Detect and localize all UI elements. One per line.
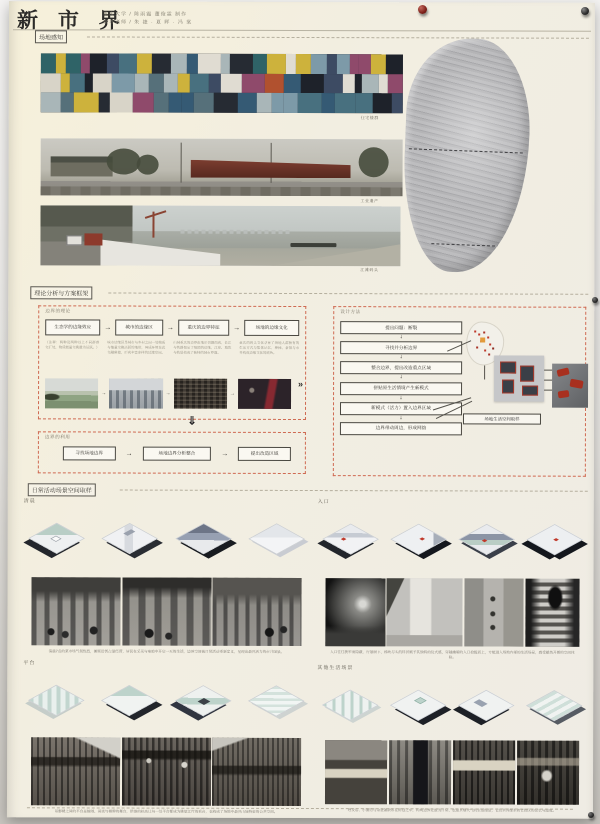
collage-tile: [371, 54, 386, 74]
map-dashed-line: [431, 243, 515, 247]
collage-tile: [209, 73, 221, 93]
collage-tile: [85, 73, 93, 93]
photo-market-clutter: [174, 379, 227, 409]
axon-diagram: [322, 517, 380, 561]
collage-tile: [163, 73, 178, 93]
red-marker-dot: [554, 538, 559, 541]
collage-tile: [61, 93, 74, 113]
photo-staircase: [525, 579, 579, 647]
tile-decoration: [500, 362, 516, 374]
collage-tile: [386, 54, 403, 74]
photo-strip: [325, 578, 579, 647]
tile-decoration: [197, 698, 210, 705]
collage-tile: [66, 53, 81, 73]
method-step-4: 拼贴原生活情境产生新模式: [340, 382, 462, 395]
collage-tile: [324, 74, 343, 94]
axon-diagram: [390, 517, 448, 561]
collage-tile: [56, 53, 66, 73]
axon-row: [27, 668, 305, 733]
collage-tile: [313, 74, 324, 94]
collage-tile: [265, 74, 285, 94]
collage-tile: [267, 54, 285, 74]
scene-entrance-caption: 入口往往狭窄而隐蔽，行道树下、梯坎尽头的转折赋予其独特的仪式感，穿越幽暗的入口拾级而上，方能进入场地内部的生活场景，感受豁然开朗的空间体验。: [330, 650, 575, 660]
theory-note-3: 山城重庆的边界由地形切割而成，长江与铁路划定了组团的边缘，江岸、坡坎与轨道构成了独特的城市界面。: [173, 340, 232, 355]
red-marker-dot: [420, 537, 425, 540]
photo-white-walls: [387, 578, 463, 646]
axon-face: [28, 523, 85, 554]
use-box-3: 提出改造区域: [238, 447, 291, 461]
axon-diagram: [525, 684, 583, 728]
collage-tile: [110, 93, 132, 113]
theory-note-1: （注释：两种及两种以上不同群落交汇处，物质能量交换最为活跃。）: [45, 340, 100, 350]
down-arrow-icon: ↓: [399, 334, 403, 341]
collage-tile: [354, 74, 362, 94]
method-step-3: 整合边界，提出改造重点区域: [340, 361, 462, 374]
method-step-2: 寻找并分析边界: [340, 341, 462, 354]
scene-entrance: [317, 498, 587, 659]
method-step-1: 提出问题：断裂: [340, 321, 462, 334]
axon-face: [102, 523, 159, 554]
barge: [290, 243, 336, 247]
industry-panorama: [41, 138, 403, 196]
axon-diagram: [174, 679, 232, 723]
site-collage: [494, 356, 544, 402]
caption-river: 江滩码头: [360, 267, 379, 273]
collage-tile: [392, 94, 403, 114]
collage-tile: [213, 93, 237, 113]
photo-market-street: [212, 578, 301, 646]
right-arrow-icon: →: [233, 324, 241, 332]
poster-board: [7, 1, 595, 819]
collage-tile: [379, 74, 388, 94]
method-steps: [340, 321, 462, 435]
method-flow-box: [333, 306, 586, 477]
collage-tile: [286, 54, 296, 74]
collage-tile: [134, 73, 149, 93]
method-step-6: 边界带动周边，形成网络: [340, 422, 462, 435]
theory-box-4: 场地的边缘文化: [244, 320, 299, 336]
axon-diagram: [27, 678, 85, 722]
use-boxes-row: [63, 446, 291, 461]
right-arrow-icon: →: [101, 389, 107, 396]
right-arrow-icon: →: [165, 390, 171, 397]
use-label: 边界的利用: [44, 434, 71, 440]
red-marker-dot: [482, 539, 487, 542]
map-dashed-line: [409, 148, 523, 153]
scene-other-caption: 理发店、小面馆与杂货铺散布在街巷之中，构成边界处最为日常、也最具烟火气的生活图景，它们共同维系着老街区的记忆与温度。: [347, 808, 557, 813]
skyline: [180, 230, 290, 234]
axon-diagram: [247, 679, 305, 723]
collage-tile: [327, 54, 337, 74]
photo-strip: [325, 740, 579, 805]
river-panorama: [40, 205, 400, 266]
theory-note-4: 重庆的码头文化孕育了场地人群独有的生活方式与集体记忆，棒棒、茶馆与市井构成边缘文化的底色。: [239, 340, 300, 355]
collage-tile: [238, 93, 257, 113]
dashed-leader: [108, 292, 588, 294]
axon-diagram: [321, 683, 379, 727]
collage-tile: [106, 53, 118, 73]
collage-tile: [343, 74, 355, 94]
housing-collage: [41, 53, 403, 113]
push-pin-red: [418, 5, 427, 14]
tile-decoration: [558, 390, 570, 398]
push-pin-bottom: [588, 812, 594, 818]
photo-night-entrance: [325, 578, 385, 646]
truck: [84, 233, 102, 245]
section-label-perception: 场地感知: [35, 30, 67, 43]
credit-line-1: 重庆大学 / 陈雨霞 董俊霖 制作: [103, 11, 187, 18]
photo-building: [464, 578, 524, 646]
caption-industry: 工业遗产: [360, 198, 379, 204]
collage-tile: [81, 53, 90, 73]
use-flow-box: [38, 431, 306, 474]
right-arrow-icon: →: [125, 450, 133, 458]
photo-stilt-houses: [31, 737, 120, 805]
van: [66, 235, 82, 245]
collage-tile: [311, 54, 327, 74]
axon-diagram: [248, 517, 306, 561]
collage-tile: [256, 93, 271, 113]
down-arrow-icon: ↓: [399, 374, 403, 381]
photo-stilt-houses: [212, 738, 301, 806]
theory-photos-row: [45, 378, 291, 409]
axon-diagram: [101, 678, 159, 722]
tile-decoration: [414, 697, 427, 704]
collage-tile: [253, 54, 267, 74]
tile-decoration: [474, 699, 488, 707]
tile-decoration: [556, 367, 569, 377]
shed-building: [51, 156, 113, 176]
collage-tile: [152, 54, 170, 74]
collage-tile: [301, 74, 314, 94]
axon-row: [321, 673, 583, 738]
collage-tile: [388, 74, 403, 94]
tile-decoration: [124, 529, 136, 536]
theory-box-2: 城市的边缘区: [115, 320, 163, 336]
method-step-5: 新模式（活力）置入边界区域: [340, 402, 462, 415]
axon-face: [526, 690, 583, 721]
axon-face: [248, 523, 305, 554]
collage-tile: [230, 54, 253, 74]
down-arrow-icon: ↓: [399, 354, 403, 361]
collage-tile: [137, 54, 153, 74]
poster-title: 新 市 界: [16, 9, 127, 33]
collage-tile: [190, 73, 209, 93]
collage-tile: [60, 73, 70, 93]
collage-tile: [41, 53, 57, 73]
photo-market-street: [122, 578, 211, 646]
collage-tile: [132, 93, 153, 113]
collage-tile: [74, 93, 99, 113]
tile-decoration: [569, 379, 583, 389]
method-label: 设计方法: [340, 309, 361, 315]
axon-face: [248, 685, 305, 716]
marked-photo-collage: [552, 364, 588, 408]
connector-line: [484, 365, 485, 379]
collage-tile: [298, 93, 322, 113]
collage-tile: [112, 73, 135, 93]
axon-face: [322, 690, 379, 721]
tree: [359, 147, 389, 177]
push-pin-side: [592, 297, 598, 303]
theory-flow-box: [38, 305, 306, 420]
scene-morning-caption: 清晨7点的菜市场气氛热烈，摊贩沿街占道经营，居民在采买与寒暄中开启一天的生活，边界空间被日常活动重新定义，呈现出最具活力的市井图景。: [48, 649, 285, 654]
collage-tile: [149, 73, 164, 93]
theory-box-3: 重庆的边界特征: [178, 320, 229, 336]
collage-tile: [356, 94, 373, 114]
axon-face: [458, 524, 515, 555]
photo-night-street: [238, 379, 291, 409]
down-arrow-icon: ↓: [399, 394, 403, 401]
photo-market-street: [31, 577, 120, 645]
photo-noodle-shop: [517, 741, 580, 805]
collage-tile: [187, 54, 197, 74]
photo-hillside: [45, 378, 98, 408]
figure-ground-map: [400, 36, 533, 274]
photo-stilt-houses: [121, 738, 210, 806]
theory-label: 边界的理论: [45, 308, 71, 314]
use-box-1: 寻找场地边界: [63, 446, 116, 460]
theory-notes-row: [45, 340, 299, 355]
collage-tile: [220, 54, 230, 74]
scene-morning: [23, 497, 309, 658]
collage-tile: [242, 74, 264, 94]
collage-tile: [194, 93, 213, 113]
photo-cityscape: [109, 378, 162, 408]
scene-platform: [23, 659, 309, 816]
collage-tile: [284, 93, 299, 113]
axon-face: [101, 685, 158, 716]
photo-strip: [31, 577, 301, 646]
theory-boxes-row: [45, 319, 299, 336]
connector-line: [544, 370, 552, 371]
tile-decoration: [522, 386, 538, 396]
right-arrow-icon: →: [229, 390, 235, 397]
collage-tile: [198, 54, 221, 74]
collage-tile: [182, 93, 194, 113]
collage-tile: [89, 53, 106, 73]
dashed-leader: [87, 36, 589, 38]
collage-tile: [93, 73, 111, 93]
scene-platform-label: 平台: [23, 660, 36, 667]
collage-tile: [362, 74, 379, 94]
axon-diagram: [28, 516, 86, 560]
collage-tile: [168, 93, 182, 113]
axon-face: [175, 685, 232, 716]
scene-platform-caption: 吊脚楼之间的平台是晾晒、闲谈与棋牌的舞台，错落的标高让每一处平台都成为眺望江岸的看台，也构成了场地中最具山城特征的公共空间。: [54, 809, 278, 814]
collage-tile: [284, 74, 300, 94]
axon-face: [526, 524, 583, 555]
photo-shop-signs: [453, 740, 516, 804]
dashed-leader: [120, 490, 588, 492]
axon-face: [322, 524, 379, 555]
collage-tile: [373, 94, 392, 114]
use-box-2: 场地边界分析整合: [142, 447, 211, 461]
theory-note-2: 城市边缘区是城市与乡村之间一处物质与能量交换活跃的地带，异质环境在此交融碰撞，形成丰富多样的过渡空间。: [107, 340, 166, 355]
collage-tile: [350, 54, 359, 74]
scene-other: [317, 664, 587, 815]
collage-tile: [221, 73, 242, 93]
section-label-sampling: 日常活动场景空间取样: [28, 483, 96, 496]
axon-face: [458, 690, 515, 721]
axon-diagram: [457, 683, 515, 727]
tile-decoration: [502, 380, 514, 394]
collage-tile: [41, 93, 61, 113]
collage-tile: [99, 93, 110, 113]
right-arrow-icon: →: [221, 450, 229, 458]
section-label-framework: 理论分析与方案框架: [30, 286, 92, 299]
collage-tile: [171, 54, 188, 74]
right-arrow-icon: →: [104, 323, 112, 332]
collage-tile: [154, 93, 169, 113]
axon-diagram: [174, 517, 232, 561]
collage-tile: [296, 54, 311, 74]
axon-face: [175, 523, 232, 554]
scene-morning-label: 清晨: [23, 498, 36, 505]
push-pin-dark: [581, 7, 589, 15]
photo-storefront: [325, 740, 388, 804]
collage-tile: [178, 73, 190, 93]
scene-other-label: 其他生活场景: [317, 665, 354, 672]
sample-label-box: 场地生活空间取样: [463, 413, 541, 424]
collage-tile: [359, 54, 370, 74]
credit-line-2: 指导老师 / 朱 捷 · 夏 晖 · 冯 棠: [103, 19, 193, 26]
scene-entrance-label: 入口: [317, 499, 330, 506]
connector-line: [544, 390, 552, 391]
rail-tracks: [41, 186, 403, 196]
double-right-arrow-icon: »: [298, 378, 304, 390]
utility-pole: [181, 143, 182, 183]
tile-decoration: [520, 366, 534, 382]
red-marker-dot: [341, 538, 346, 541]
axon-diagram: [101, 516, 159, 560]
right-arrow-icon: →: [166, 324, 174, 332]
axon-face: [390, 524, 447, 555]
tree: [107, 148, 141, 174]
theory-box-1: 生态学的边缘效应: [45, 319, 100, 335]
axon-face: [28, 685, 85, 716]
collage-tile: [70, 73, 85, 93]
photo-alley: [389, 740, 452, 804]
collage-tile: [272, 93, 284, 113]
tree: [137, 155, 159, 175]
photo-strip: [31, 737, 301, 806]
axon-diagram: [526, 518, 584, 562]
collage-tile: [322, 93, 336, 113]
collage-tile: [41, 73, 61, 93]
axon-face: [390, 690, 447, 721]
collage-tile: [335, 93, 356, 113]
collage-tile: [119, 54, 137, 74]
caption-housing: 住宅楼群: [360, 115, 379, 121]
axon-row: [322, 507, 584, 572]
down-arrow-icon: ↓: [399, 415, 403, 422]
collage-tile: [337, 54, 350, 74]
double-down-arrow-icon: ⇓: [186, 413, 198, 428]
axon-diagram: [389, 683, 447, 727]
axon-row: [28, 506, 306, 571]
axon-diagram: [458, 517, 516, 561]
connector-line: [544, 380, 552, 381]
tile-decoration: [50, 536, 61, 542]
